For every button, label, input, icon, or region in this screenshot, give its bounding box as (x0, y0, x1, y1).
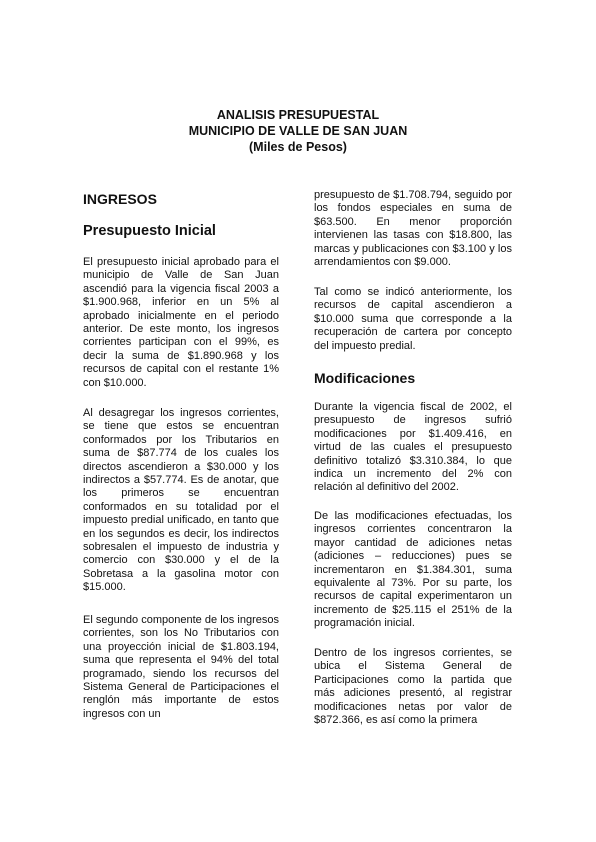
title-line-2: MUNICIPIO DE VALLE DE SAN JUAN (188, 124, 408, 138)
paragraph: Tal como se indicó anteriormente, los recursos de capital ascendieron a $10.000 suma que corresponde a la recuperación de cartera por concepto del impuesto predial. (314, 286, 512, 352)
paragraph: El presupuesto inicial aprobado para el municipio de Valle de San Juan ascendió para la vigencia fiscal 2003 a $1.900.968, inferior en un 5% al aprobado inicialmente en el periodo anterior. De este monto, los ingresos corrientes participan con el 99%, es decir la suma de $1.890.968 y los recursos de capital con el restante 1% con $10.000. (83, 256, 279, 389)
heading-ingresos: INGRESOS (83, 191, 157, 207)
document-title (0, 107, 596, 155)
paragraph: Dentro de los ingresos corrientes, se ubica el Sistema General de Participaciones como la partida que más adiciones presentó, al registrar modificaciones netas por valor de $872.366, es así como la primera (314, 647, 512, 727)
paragraph: El segundo componente de los ingresos corrientes, son los No Tributarios con una proyección inicial de $1.803.194, suma que representa el 94% del total programado, siendo los recursos del Sistema General de Participaciones el renglón más importante de estos ingresos con un (83, 614, 279, 720)
title-line-3: (Miles de Pesos) (249, 140, 347, 154)
heading-modificaciones: Modificaciones (314, 370, 416, 386)
title-line-1: ANALISIS PRESUPUESTAL (216, 108, 380, 122)
paragraph: Al desagregar los ingresos corrientes, se tiene que estos se encuentran conformados por los Tributarios en suma de $87.774 de los cuales los directos ascendieron a $30.000 y los indirectos a $57.774. Es de anotar, que los primeros se encuentran conformados en su totalidad por el impuesto predial unificado, en tanto que en los segundos es decir, los indirectos sobresalen el impuesto de industria y comercio con $30.000 y el de la Sobretasa a la gasolina motor con $15.000. (83, 407, 279, 594)
heading-presupuesto-inicial: Presupuesto Inicial (83, 223, 216, 239)
paragraph: Durante la vigencia fiscal de 2002, el presupuesto de ingresos sufrió modificaciones por $1.409.416, en virtud de las cuales el presupuesto definitivo totalizó $3.310.384, lo que indica un incremento del 2% con relación al definitivo del 2002. (314, 401, 512, 494)
paragraph: presupuesto de $1.708.794, seguido por los fondos especiales en suma de $63.500. En menor proporción intervienen las tasas con $18.800, las marcas y publicaciones con $3.100 y los arrendamientos con $9.000. (314, 189, 512, 269)
paragraph: De las modificaciones efectuadas, los ingresos corrientes concentraron la mayor cantidad de adiciones netas (adiciones – reducciones) pues se incrementaron en $1.384.301, suma equivalente al 73%. Por su parte, los recursos de capital experimentaron un incremento de $25.115 el 251% de la programación inicial. (314, 510, 512, 630)
